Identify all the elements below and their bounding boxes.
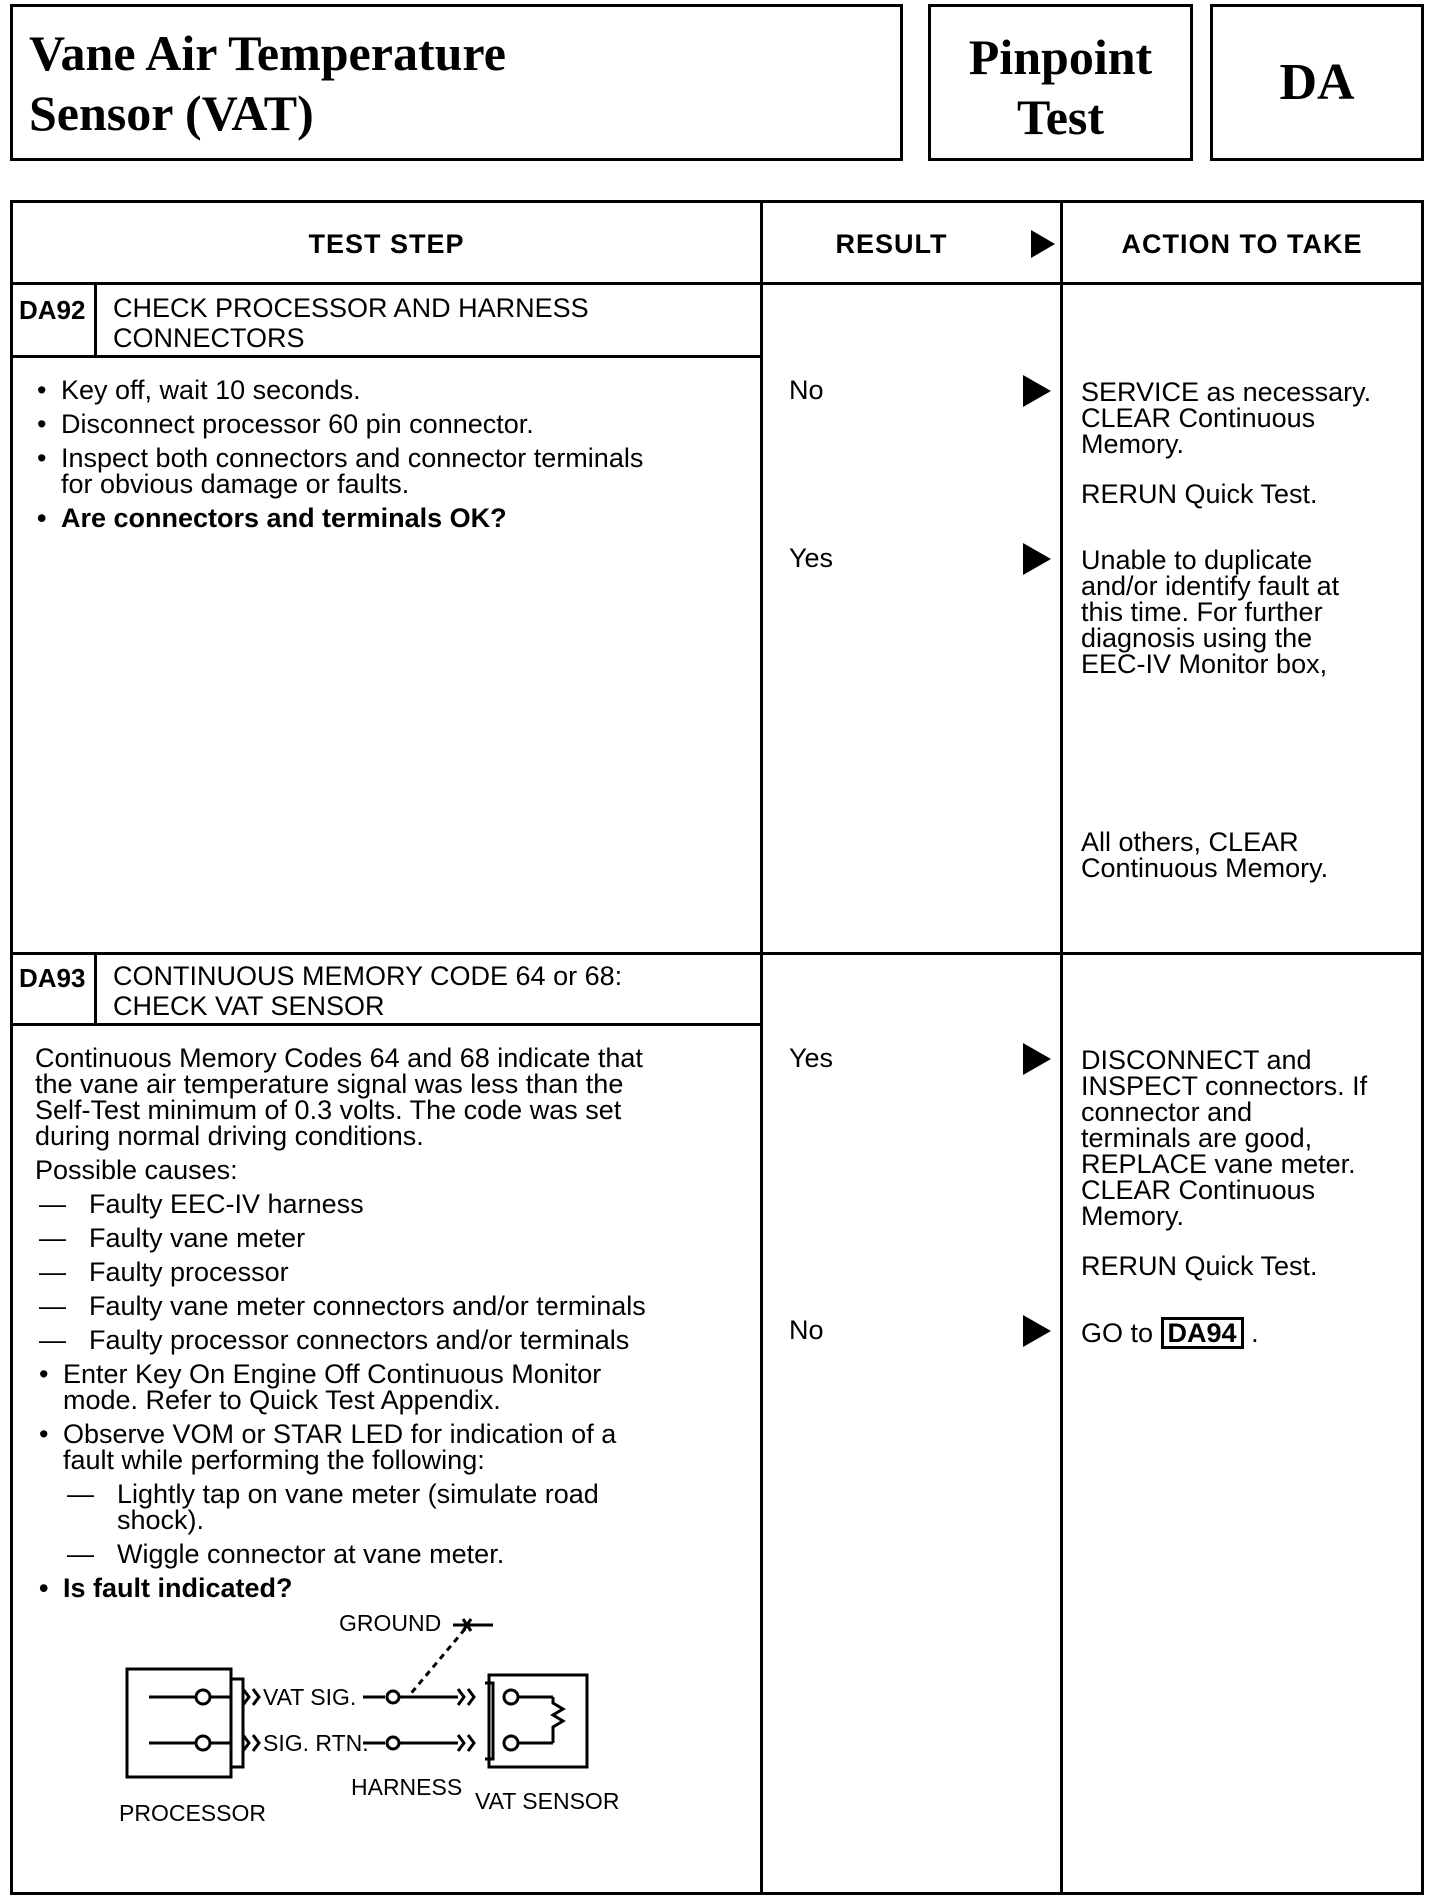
col-result: RESULT: [835, 229, 948, 259]
action-da92-no: SERVICE as necessary. CLEAR Continuous Memory. RERUN Quick Test.: [1081, 377, 1372, 509]
list-item: • Disconnect processor 60 pin connector.: [33, 411, 753, 437]
sig-rtn-label: SIG. RTN.: [263, 1730, 369, 1756]
list-item: — Faulty vane meter: [35, 1225, 755, 1251]
test-code: DA: [1279, 54, 1355, 111]
step-body-da93: Continuous Memory Codes 64 and 68 indicate that the vane air temperature signal was less than the Self-Test minimum of 0.3 volts. The code was set during normal driving conditions. Possible causes: — Faulty EEC-IV harness — Faulty vane meter — Faulty processor — Faulty vane meter connectors and/or terminals — Faulty processor connectors and/or terminals • Enter Key On Engine Off Continuous Monitor mode. Refer to Quick Test Appendix. • Observe VOM or STAR LED for indication of a fault while performing the following: — Lightly tap on vane meter (simulate road shock). — Wiggle connector at vane meter. • Is fault indicated?: [35, 1045, 755, 1609]
test-table: [10, 200, 1424, 1895]
title-line-1: Vane Air Temperature: [29, 25, 506, 81]
action-da92-others: All others, CLEAR Continuous Memory.: [1081, 827, 1329, 883]
vat-sig-label: VAT SIG.: [263, 1684, 357, 1710]
list-item: — Faulty processor connectors and/or terminals: [35, 1327, 755, 1353]
pinpoint-test-box: [928, 4, 1193, 161]
result-yes: Yes: [789, 1043, 834, 1073]
step-title-da93: CONTINUOUS MEMORY CODE 64 or 68: CHECK VAT SENSOR: [113, 961, 623, 1021]
result-yes: Yes: [789, 543, 834, 573]
list-item: — Faulty EEC-IV harness: [35, 1191, 755, 1217]
processor-box: [127, 1669, 231, 1777]
result-arrow-icon: [1031, 230, 1055, 258]
result-no: No: [789, 1315, 824, 1345]
result-no: No: [789, 375, 824, 405]
step-title-da92: CHECK PROCESSOR AND HARNESS CONNECTORS: [113, 293, 589, 353]
wiring-diagram: [113, 1603, 673, 1833]
list-item: • Observe VOM or STAR LED for indication of a fault while performing the following:: [35, 1421, 755, 1473]
col-action: ACTION TO TAKE: [1121, 229, 1363, 259]
action-da93-no: GO to DA94 .: [1081, 1318, 1259, 1348]
test-code-box: [1210, 4, 1424, 161]
title-box: [10, 4, 903, 161]
list-item: — Faulty vane meter connectors and/or terminals: [35, 1293, 755, 1319]
list-item: • Is fault indicated?: [35, 1575, 755, 1601]
list-item: • Are connectors and terminals OK?: [33, 505, 753, 531]
step-code-da92: DA92: [19, 295, 86, 325]
title-line-2: Sensor (VAT): [29, 85, 314, 141]
pinpoint-label: Pinpoint: [968, 29, 1153, 85]
ground-label: GROUND: [339, 1610, 442, 1636]
action-da93-yes: DISCONNECT and INSPECT connectors. If connector and terminals are good, REPLACE vane meter. CLEAR Continuous Memory. RERUN Quick Test.: [1081, 1045, 1368, 1281]
step-body-da92: [33, 377, 753, 539]
vat-sensor-box: [489, 1675, 587, 1767]
page-title: [29, 23, 506, 143]
list-item: — Lightly tap on vane meter (simulate road shock).: [35, 1481, 755, 1533]
arrow-icon: [1023, 375, 1051, 407]
arrow-icon: [1023, 543, 1051, 575]
list-item: • Inspect both connectors and connector terminals for obvious damage or faults.: [33, 445, 753, 497]
list-item: • Key off, wait 10 seconds.: [33, 377, 753, 403]
col-test-step: TEST STEP: [308, 229, 465, 259]
list-item: • Enter Key On Engine Off Continuous Monitor mode. Refer to Quick Test Appendix.: [35, 1361, 755, 1413]
goto-da94-link[interactable]: DA94: [1161, 1317, 1244, 1349]
action-da92-yes: Unable to duplicate and/or identify fault at this time. For further diagnosis using the EEC-IV Monitor box,: [1081, 545, 1340, 679]
arrow-icon: [1023, 1043, 1051, 1075]
processor-label: PROCESSOR: [119, 1800, 266, 1826]
vat-sensor-label: VAT SENSOR: [475, 1788, 620, 1814]
step-code-da93: DA93: [19, 963, 86, 993]
list-item: — Faulty processor: [35, 1259, 755, 1285]
arrow-icon: [1023, 1315, 1051, 1347]
list-item: — Wiggle connector at vane meter.: [35, 1541, 755, 1567]
harness-label: HARNESS: [351, 1774, 463, 1800]
test-label: Test: [1016, 89, 1105, 145]
